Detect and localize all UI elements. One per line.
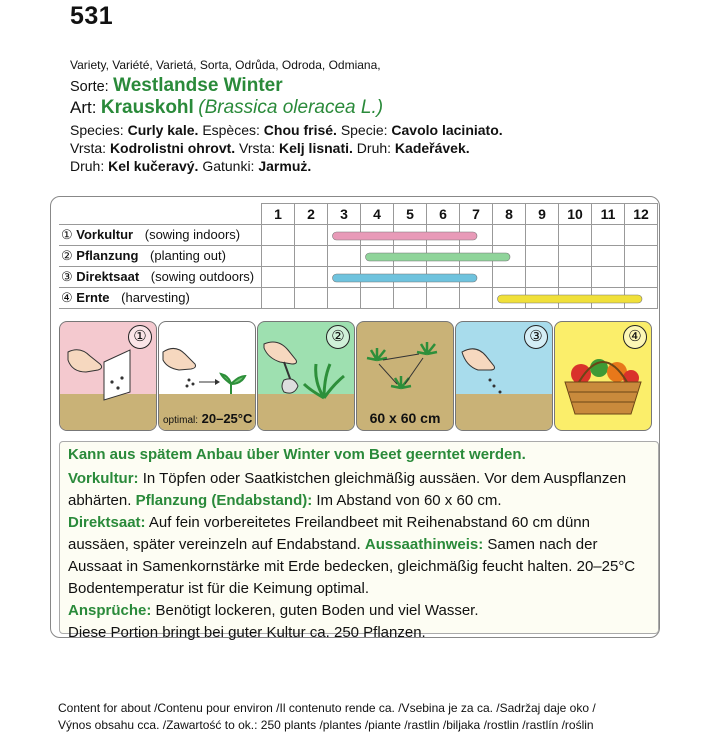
- vorkultur-paragraph: [68, 468, 650, 512]
- species-label: Druh:: [70, 158, 105, 174]
- art-label: Art:: [70, 98, 97, 117]
- month-header: 4: [361, 204, 394, 225]
- row-english: (sowing outdoors): [150, 269, 255, 284]
- month-header: 2: [295, 204, 328, 225]
- month-header: 9: [526, 204, 559, 225]
- row-english: (harvesting): [121, 290, 190, 305]
- art-line: [70, 97, 710, 119]
- aussaat-label: Aussaathinweis:: [364, 536, 484, 553]
- row-name: Ernte: [76, 290, 110, 305]
- optimal-label: optimal:: [163, 415, 199, 426]
- picture-spacing: [356, 321, 454, 431]
- species-value: Chou frisé.: [263, 122, 337, 138]
- species-label: Vrsta:: [239, 140, 276, 156]
- instructions-lead: Kann aus spätem Anbau über Winter vom Beet geerntet werden.: [68, 446, 526, 463]
- row-english: (sowing indoors): [144, 227, 241, 242]
- ansprueche-label: Ansprüche:: [68, 602, 152, 619]
- pflanzung-text: Im Abstand von 60 x 60 cm.: [316, 492, 502, 509]
- art-latin: (Brassica oleracea L.): [198, 97, 384, 118]
- month-header: 6: [427, 204, 460, 225]
- month-header: 7: [460, 204, 493, 225]
- sorte-line: [70, 75, 710, 97]
- species-label: Vrsta:: [70, 140, 107, 156]
- row-name: Vorkultur: [76, 227, 134, 242]
- species-label: Gatunki:: [202, 158, 255, 174]
- header: [70, 58, 710, 175]
- species-line-3: [70, 157, 710, 175]
- sowing-calendar: [50, 196, 660, 641]
- optimal-value: 20–25°C: [201, 411, 253, 426]
- species-label: Druh:: [356, 140, 392, 156]
- row-number: ②: [61, 248, 73, 263]
- step-number-1: ①: [128, 325, 152, 349]
- species-value: Curly kale.: [127, 122, 199, 138]
- calendar-bar-direktsaat: [333, 274, 478, 282]
- optimal-temperature: [163, 411, 252, 426]
- product-code: 531: [70, 2, 114, 30]
- step-number-2: ②: [326, 325, 350, 349]
- species-value: Kodrolistni ohrovt.: [109, 140, 236, 156]
- direktsaat-text: Auf fein vorbereitetes Freilandbeet mit Reihenabstand 60 cm dünn aussäen, später vereinzeln auf Endabstand.: [68, 514, 590, 553]
- vorkultur-text: In Töpfen oder Saatkistchen gleichmäßig aussäen. Vor dem Auspflanzen abhärten.: [68, 470, 627, 509]
- month-header: 5: [394, 204, 427, 225]
- row-number: ④: [61, 290, 73, 305]
- step-number-3: ③: [524, 325, 548, 349]
- step-number-4: ④: [623, 325, 647, 349]
- row-number: ③: [61, 269, 73, 284]
- month-header: 11: [592, 204, 625, 225]
- sorte-name: Westlandse Winter: [113, 75, 283, 96]
- species-value: Kadeřávek.: [394, 140, 470, 156]
- vorkultur-label: Vorkultur:: [68, 470, 139, 487]
- instruction-pictures: [59, 321, 651, 431]
- picture-sowing-indoors: [59, 321, 157, 431]
- calendar-bars: [51, 197, 657, 317]
- month-header: 8: [493, 204, 526, 225]
- pflanzung-label: Pflanzung (Endabstand):: [135, 492, 313, 509]
- portion-text: Diese Portion bringt bei guter Kultur ca. 250 Pflanzen.: [68, 624, 426, 641]
- footer-line-2: Výnos obsahu cca. /Zawartość to ok.: 250 plants /plantes /piante /rastlin /biljaka /rostlin /rastlín /roślin: [58, 718, 594, 732]
- variety-languages: Variety, Variété, Varietá, Sorta, Odrůda, Odroda, Odmiana,: [70, 58, 381, 72]
- row-number: ①: [61, 227, 73, 242]
- ansprueche-text: Benötigt lockeren, guten Boden und viel Wasser.: [155, 602, 479, 619]
- picture-harvesting: [554, 321, 652, 431]
- growing-instructions: [59, 441, 659, 641]
- species-value: Kel kučeravý.: [108, 158, 199, 174]
- art-name: Krauskohl: [100, 97, 194, 118]
- species-value: Cavolo laciniato.: [391, 122, 503, 138]
- direktsaat-paragraph: [68, 512, 650, 600]
- content-footer: [58, 700, 596, 734]
- picture-germination: [158, 321, 256, 431]
- month-header: 1: [262, 204, 295, 225]
- picture-sowing-outdoors: [455, 321, 553, 431]
- calendar-bar-pflanzung: [366, 253, 511, 261]
- footer-line-1: Content for about /Contenu pour environ /Il contenuto rende ca. /Vsebina je za ca. /Sadržaj daje oko /: [58, 701, 596, 715]
- direktsaat-label: Direktsaat:: [68, 514, 146, 531]
- month-header: 10: [559, 204, 592, 225]
- month-header: 3: [328, 204, 361, 225]
- species-value: Jarmuż.: [258, 158, 312, 174]
- species-line-1: [70, 121, 710, 139]
- month-header: 12: [625, 204, 658, 225]
- aussaat-text: Samen nach der Aussaat in Samenkornstärke mit Erde bedecken, gleichmäßig feucht halten. 20–25°C Bodentemperatur ist für die Keimung optimal.: [68, 536, 636, 597]
- species-value: Kelj lisnati.: [278, 140, 353, 156]
- species-line-2: [70, 139, 710, 157]
- row-name: Direktsaat: [76, 269, 140, 284]
- row-name: Pflanzung: [76, 248, 139, 263]
- calendar-bar-ernte: [498, 295, 643, 303]
- sorte-label: Sorte:: [70, 79, 109, 95]
- calendar-bar-vorkultur: [333, 232, 478, 240]
- row-english: (planting out): [150, 248, 226, 263]
- species-label: Espèces:: [202, 122, 260, 138]
- picture-planting-out: [257, 321, 355, 431]
- species-label: Specie:: [340, 122, 388, 138]
- species-label: Species:: [70, 122, 124, 138]
- spacing-label: 60 x 60 cm: [369, 410, 441, 426]
- ansprueche-paragraph: [68, 600, 650, 622]
